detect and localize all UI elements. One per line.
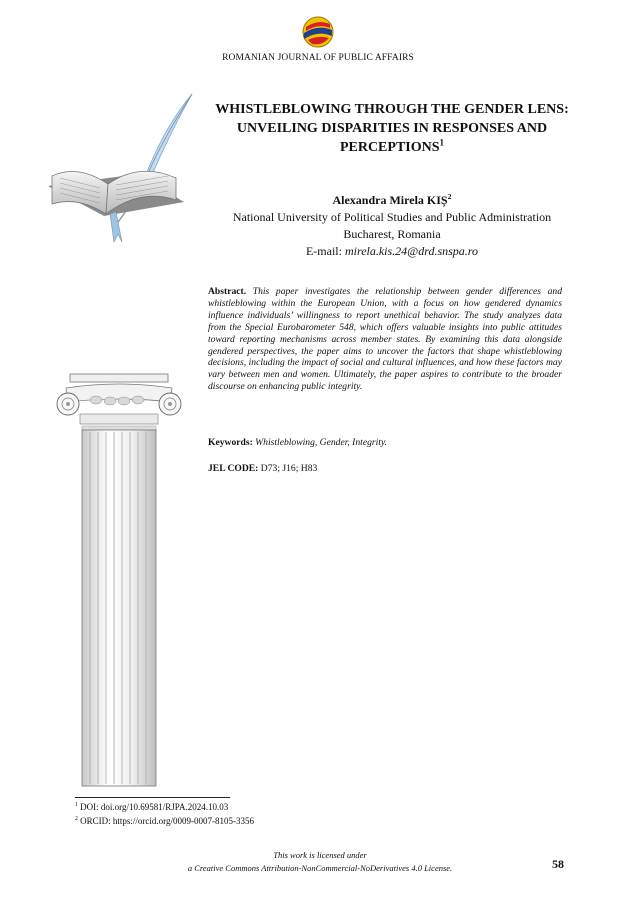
abstract-label: Abstract.: [208, 286, 247, 297]
author-email-line: [200, 243, 584, 260]
jel-label: JEL CODE:: [208, 463, 259, 474]
author-footnote-ref[interactable]: 2: [447, 192, 452, 201]
footnote-2-orcid[interactable]: ORCID: https://orcid.org/0009-0007-8105-3356: [80, 816, 254, 826]
ionic-column-illustration: [52, 370, 186, 788]
author-affiliation: National University of Political Studies and Public Administration: [232, 210, 552, 224]
license-line-1: This work is licensed under: [273, 850, 367, 860]
footnote-1-doi[interactable]: DOI: doi.org/10.69581/RJPA.2024.10.03: [80, 802, 229, 812]
title-footnote-ref[interactable]: 1: [439, 137, 445, 148]
author-name: Alexandra Mirela KIȘ: [332, 193, 448, 207]
abstract: [208, 286, 562, 393]
jel-text: D73; J16; H83: [260, 463, 318, 474]
footnote-2-number: 2: [75, 816, 78, 822]
license-line-2[interactable]: a Creative Commons Attribution-NonCommercial-NoDerivatives 4.0 License.: [187, 863, 453, 873]
author-line: [200, 192, 584, 209]
article-title-text: WHISTLEBLOWING THROUGH THE GENDER LENS: UNVEILING DISPARITIES IN RESPONSES AND PERCEPTIONS: [215, 102, 569, 155]
author-city: Bucharest, Romania: [343, 227, 441, 241]
journal-name: ROMANIAN JOURNAL OF PUBLIC AFFAIRS: [222, 53, 414, 63]
footnote-2: [75, 816, 254, 826]
keywords: [208, 437, 387, 448]
jel-code: [208, 463, 317, 474]
license-notice: [150, 849, 490, 875]
abstract-text: This paper investigates the relationship between gender differences and whistleblowing within the European Union, with a focus on how gendered dynamics influence individuals’ willingness to report unethical behavior. The study analyzes data from the Special Eurobarometer 548, which offers valuable insights into public attitudes toward reporting mechanisms across member states. By examining this data alongside gendered perspectives, the paper aims to uncover the factors that shape whistleblowing decisions, including the impact of social and cultural influences, and how these factors may vary between men and women. Ultimately, the paper aspires to contribute to the broader discourse on enhancing public integrity.: [208, 286, 562, 393]
author-email[interactable]: mirela.kis.24@drd.snspa.ro: [344, 244, 479, 258]
page-number: 58: [552, 857, 564, 871]
footnote-divider: [75, 797, 230, 798]
article-title: [200, 100, 584, 157]
author-block: [200, 192, 584, 260]
keywords-text: Whistleblowing, Gender, Integrity.: [255, 437, 388, 448]
keywords-label: Keywords:: [208, 437, 253, 448]
email-label: E-mail:: [305, 244, 345, 258]
footnote-1-number: 1: [75, 802, 78, 808]
book-quill-illustration: [42, 92, 202, 250]
footnote-1: [75, 802, 228, 812]
journal-logo: [300, 14, 336, 50]
